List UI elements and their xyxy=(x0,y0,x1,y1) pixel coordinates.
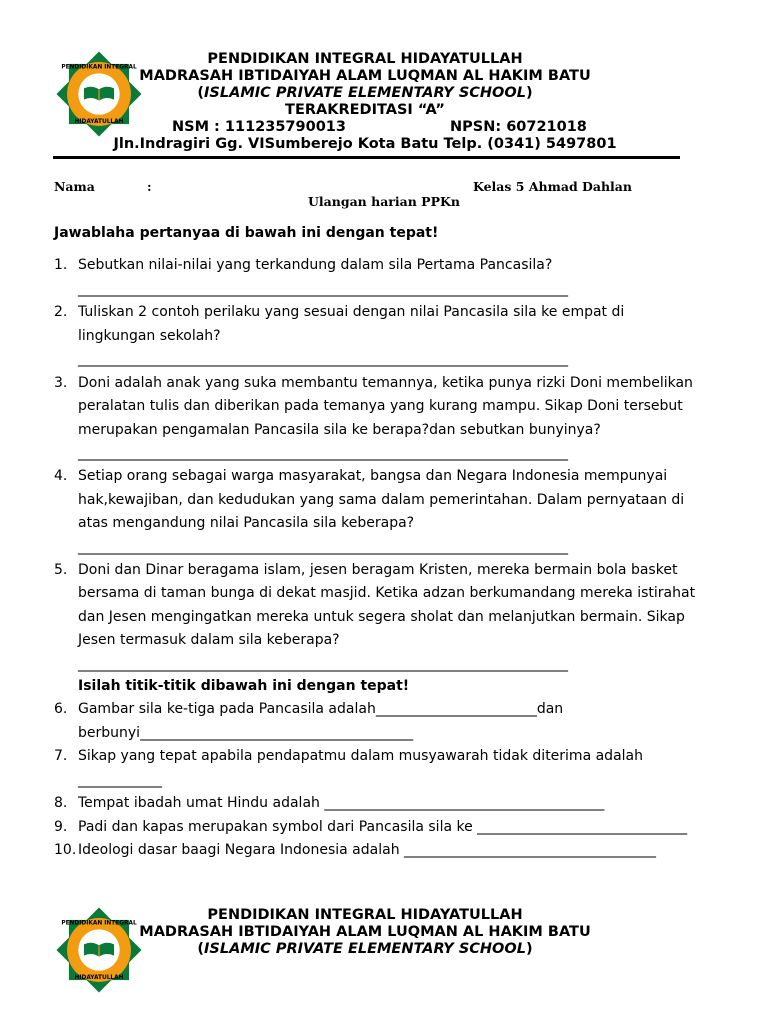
logo-bottom-text: HIDAYATULLAH xyxy=(74,119,124,126)
question-5-answer-line[interactable]: ______________________________________________________________________ xyxy=(78,656,568,672)
question-number: 10. xyxy=(54,842,77,858)
question-8-line1[interactable]: Tempat ibadah umat Hindu adalah ________________________________________ xyxy=(78,795,605,811)
question-number: 8. xyxy=(54,795,68,811)
question-9-line1[interactable]: Padi dan kapas merupakan symbol dari Pancasila sila ke ______________________________ xyxy=(78,819,688,835)
logo-top-text: PENDIDIKAN INTEGRAL xyxy=(61,920,137,927)
letterhead-line4: TERAKREDITASI “A” xyxy=(285,102,445,118)
question-4-line2: hak,kewajiban, dan kedudukan yang sama dalam pemerintahan. Dalam pernyataan di xyxy=(78,492,685,508)
question-5-line2: bersama di taman bunga di dekat masjid. Ketika adzan berkumandang mereka istirahat xyxy=(78,585,696,601)
question-4-answer-line[interactable]: ______________________________________________________________________ xyxy=(78,539,568,555)
question-number: 5. xyxy=(54,562,68,578)
question-7-line1: Sikap yang tepat apabila pendapatmu dalam musyawarah tidak diterima adalah xyxy=(78,748,643,764)
question-6-line1[interactable]: Gambar sila ke-tiga pada Pancasila adalah_______________________dan xyxy=(78,701,564,717)
question-number: 7. xyxy=(54,748,68,764)
letterhead-line1: PENDIDIKAN INTEGRAL HIDAYATULLAH xyxy=(207,51,523,67)
question-5-line4: Jesen termasuk dalam sila keberapa? xyxy=(78,632,340,648)
letterhead-address: Jln.Indragiri Gg. VISumberejo Kota Batu Telp. (0341) 5497801 xyxy=(113,136,617,152)
logo-top-text: PENDIDIKAN INTEGRAL xyxy=(61,64,137,71)
letterhead xyxy=(100,51,630,153)
question-1-answer-line[interactable]: ______________________________________________________________________ xyxy=(78,281,568,297)
question-1-line1: Sebutkan nilai-nilai yang terkandung dalam sila Pertama Pancasila? xyxy=(78,257,553,273)
letterhead-footer xyxy=(100,907,630,958)
question-5-line3: dan Jesen mengingatkan mereka untuk segera sholat dan melanjutkan bermain. Sikap xyxy=(78,609,685,625)
header-rule xyxy=(53,156,680,159)
question-3-line2: peralatan tulis dan diberikan pada temanya yang kurang mampu. Sikap Doni tersebut xyxy=(78,398,683,414)
question-6-line2[interactable]: berbunyi_______________________________________ xyxy=(78,725,414,741)
question-4-line3: atas mengandung nilai Pancasila sila keberapa? xyxy=(78,515,415,531)
question-number: 6. xyxy=(54,701,68,717)
kelas-label: Kelas 5 Ahmad Dahlan xyxy=(473,179,632,194)
question-2-line2: lingkungan sekolah? xyxy=(78,328,221,344)
letterhead-ids xyxy=(100,119,630,136)
question-3-answer-line[interactable]: ______________________________________________________________________ xyxy=(78,445,568,461)
nama-colon: : xyxy=(147,179,152,194)
question-4-line1: Setiap orang sebagai warga masyarakat, bangsa dan Negara Indonesia mempunyai xyxy=(78,468,668,484)
nsm: NSM : 111235790013 xyxy=(172,119,346,135)
question-7-line2[interactable]: ____________ xyxy=(78,772,162,788)
letterhead-line2: MADRASAH IBTIDAIYAH ALAM LUQMAN AL HAKIM BATU xyxy=(139,924,591,940)
letterhead-line3: (ISLAMIC PRIVATE ELEMENTARY SCHOOL) xyxy=(197,85,533,101)
npsn: NPSN: 60721018 xyxy=(450,119,587,135)
letterhead-line1: PENDIDIKAN INTEGRAL HIDAYATULLAH xyxy=(207,907,523,923)
question-2-answer-line[interactable]: ______________________________________________________________________ xyxy=(78,351,568,367)
logo-bottom-text: HIDAYATULLAH xyxy=(74,975,124,982)
instruction-2: Isilah titik-titik dibawah ini dengan tepat! xyxy=(78,678,410,694)
letterhead-line2: MADRASAH IBTIDAIYAH ALAM LUQMAN AL HAKIM BATU xyxy=(139,68,591,84)
question-3-line1: Doni adalah anak yang suka membantu temannya, ketika punya rizki Doni membelikan xyxy=(78,375,693,391)
question-number: 3. xyxy=(54,375,68,391)
question-number: 4. xyxy=(54,468,68,484)
letterhead-line3: (ISLAMIC PRIVATE ELEMENTARY SCHOOL) xyxy=(197,941,533,957)
exam-subtitle: Ulangan harian PPKn xyxy=(308,194,460,209)
question-5-line1: Doni dan Dinar beragama islam, jesen beragam Kristen, mereka bermain bola basket xyxy=(78,562,678,578)
question-2-line1: Tuliskan 2 contoh perilaku yang sesuai dengan nilai Pancasila sila ke empat di xyxy=(78,304,625,320)
question-number: 1. xyxy=(54,257,68,273)
question-number: 2. xyxy=(54,304,68,320)
question-10-line1[interactable]: Ideologi dasar baagi Negara Indonesia adalah ____________________________________ xyxy=(78,842,657,858)
question-number: 9. xyxy=(54,819,68,835)
instruction-1: Jawablaha pertanyaa di bawah ini dengan tepat! xyxy=(54,225,439,241)
nama-label: Nama xyxy=(54,179,95,194)
question-3-line3: merupakan pengamalan Pancasila sila ke berapa?dan sebutkan bunyinya? xyxy=(78,422,601,438)
